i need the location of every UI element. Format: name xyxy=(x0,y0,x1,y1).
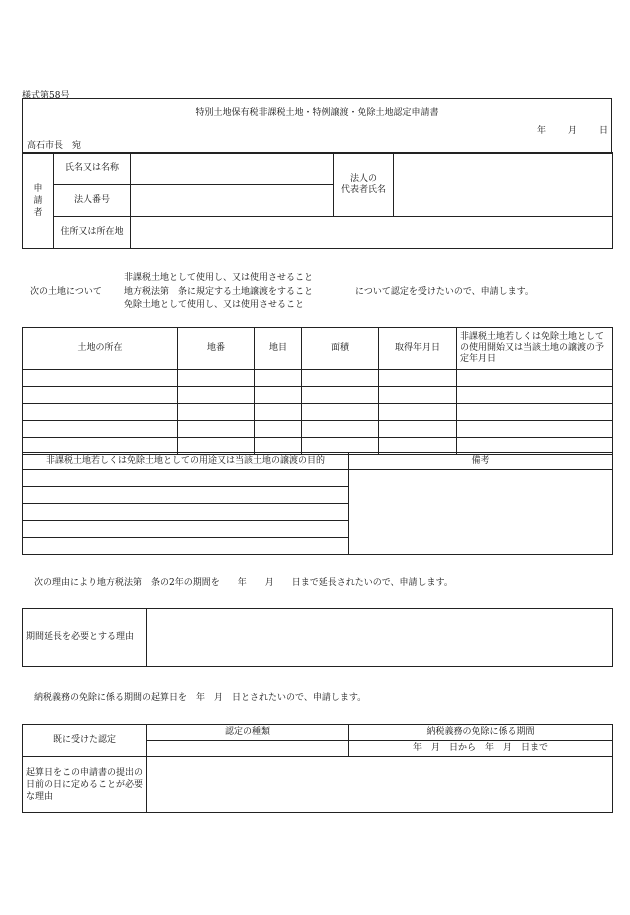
extension-sentence: 次の理由により地方税法第 条の2年の期間を 年 月 日まで延長されたいので、申請します。 xyxy=(34,578,453,588)
land-table xyxy=(22,327,613,455)
table-row xyxy=(23,470,613,487)
extension-table xyxy=(22,608,613,667)
certification-type-header: 認定の種類 xyxy=(147,725,349,741)
header-lot-number: 地番 xyxy=(178,328,255,370)
remarks-field[interactable] xyxy=(349,470,613,555)
address-field[interactable] xyxy=(131,217,613,249)
representative-field[interactable] xyxy=(394,153,613,217)
applicant-table xyxy=(22,152,613,249)
exemption-period-field[interactable]: 年 月 日から 年 月 日まで xyxy=(349,741,613,757)
option-exempt-use: 免除土地として使用し、又は使用させること xyxy=(124,300,305,310)
table-row xyxy=(23,370,613,387)
corporate-number-label: 法人番号 xyxy=(54,185,131,217)
header-land-category: 地目 xyxy=(255,328,302,370)
certification-type-field[interactable] xyxy=(147,741,349,757)
table-row xyxy=(23,387,613,404)
extension-reason-field[interactable] xyxy=(147,609,613,667)
header-area: 面積 xyxy=(302,328,379,370)
remarks-header: 備考 xyxy=(349,453,613,470)
form-title: 特別土地保有税非課税土地・特例譲渡・免除土地認定申請書 xyxy=(195,108,439,118)
date-day: 日 xyxy=(599,126,609,136)
land-table-header xyxy=(23,328,613,370)
address-label: 住所又は所在地 xyxy=(54,217,131,249)
table-row xyxy=(23,421,613,438)
representative-label: 法人の 代表者氏名 xyxy=(334,153,394,217)
option-nontaxable-use: 非課税土地として使用し、又は使用させること xyxy=(124,273,314,283)
purpose-table xyxy=(22,452,613,555)
applicant-side-label: 申請者 xyxy=(23,153,54,249)
sentence1-tail: について認定を受けたいので、申請します。 xyxy=(355,287,534,297)
name-label: 氏名又は名称 xyxy=(54,153,131,185)
received-certification-label: 既に受けた認定 xyxy=(23,725,147,757)
option-land-transfer: 地方税法第 条に規定する土地譲渡をすること xyxy=(124,287,314,297)
date-year: 年 xyxy=(537,126,547,136)
date-month: 月 xyxy=(568,126,578,136)
header-box xyxy=(22,98,612,154)
start-date-sentence: 納税義務の免除に係る期間の起算日を 年 月 日とされたいので、申請します。 xyxy=(34,693,367,703)
form-number: 様式第58号 xyxy=(22,91,70,101)
sentence1-lead: 次の土地について xyxy=(30,287,102,297)
start-date-reason-field[interactable] xyxy=(147,757,613,813)
exemption-period-header: 納税義務の免除に係る期間 xyxy=(349,725,613,741)
start-date-reason-label: 起算日をこの申請書の提出の日前の日に定めることが必要な理由 xyxy=(23,757,147,813)
name-field[interactable] xyxy=(131,153,334,185)
header-scheduled-date: 非課税土地若しくは免除土地としての使用開始又は当該土地の譲渡の予定年月日 xyxy=(457,328,613,370)
purpose-header: 非課税土地若しくは免除土地としての用途又は当該土地の譲渡の目的 xyxy=(23,453,349,470)
extension-reason-label: 期間延長を必要とする理由 xyxy=(23,609,147,667)
addressee: 高石市長 宛 xyxy=(27,141,82,151)
table-row xyxy=(23,404,613,421)
corporate-number-field[interactable] xyxy=(131,185,334,217)
header-location: 土地の所在 xyxy=(23,328,178,370)
certification-table xyxy=(22,724,613,813)
header-acquisition-date: 取得年月日 xyxy=(379,328,457,370)
